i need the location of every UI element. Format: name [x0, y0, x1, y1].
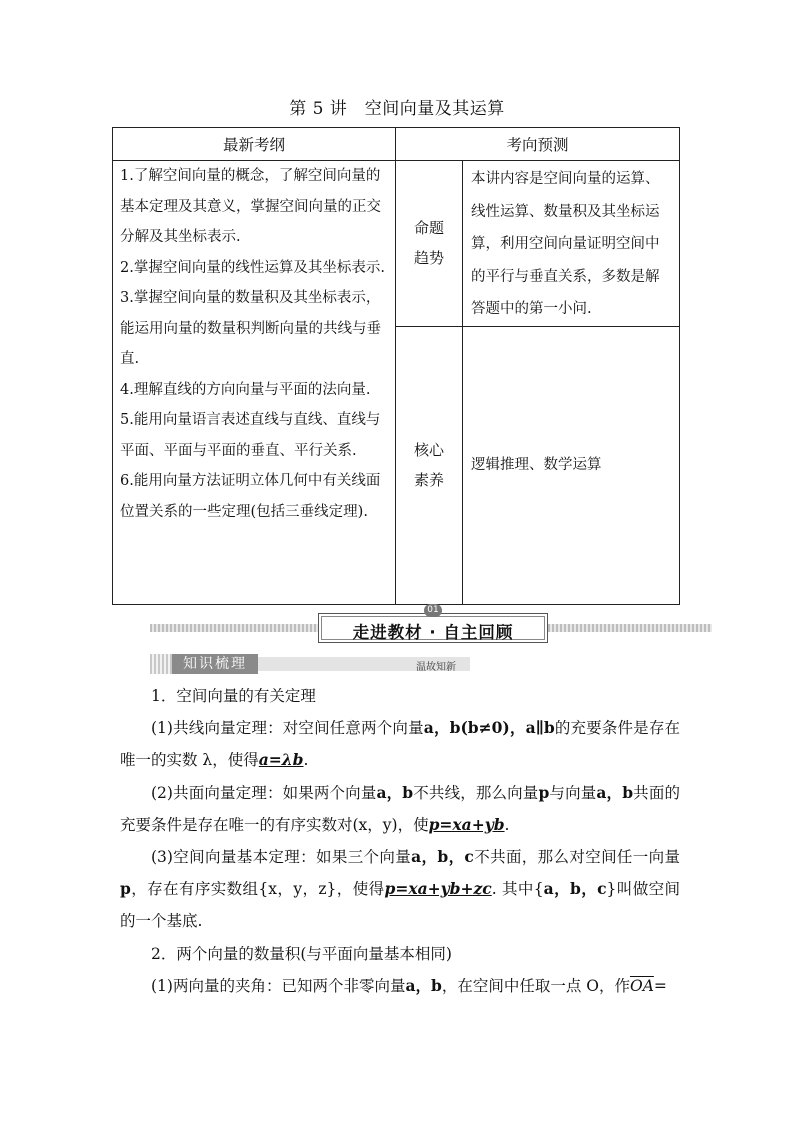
outline-item: 5.能用向量语言表述直线与直线、直线与平面、平面与平面的垂直、平行关系.: [120, 412, 381, 459]
paragraph-coplanar: (2)共面向量定理：如果两个向量a，b不共线，那么向量p与向量a，b共面的充要条件是存在唯一的有序实数对(x，y)，使p=xa+yb.: [120, 782, 680, 834]
outline-table: [112, 127, 680, 605]
outline-list: [113, 161, 396, 605]
outline-item: 3.掌握空间向量的数量积及其坐标表示，能运用向量的数量积判断向量的共线与垂直.: [120, 290, 381, 367]
formula-basis: p=xa+yb+zc: [384, 879, 492, 899]
section-heading: 2．两个向量的数量积(与平面向量基本相同): [151, 944, 452, 963]
outline-item: 1.了解空间向量的概念，了解空间向量的基本定理及其意义，掌握空间向量的正交分解及其坐标表示.: [120, 168, 381, 245]
paragraph-basis: (3)空间向量基本定理：如果三个向量a，b，c不共面，那么对空间任一向量p，存在有序实数组{x，y，z}，使得p=xa+yb+zc. 其中{a，b，c}叫做空间的一个基底.: [120, 847, 681, 931]
trend-label: [396, 161, 463, 327]
sub-banner-tip: 温故知新: [416, 662, 456, 673]
banner-number: 01: [424, 604, 442, 617]
sub-banner: [150, 654, 470, 674]
trend-text: 本讲内容是空间向量的运算、线性运算、数量积及其坐标运算，利用空间向量证明空间中的平行与垂直关系，多数是解答题中的第一小问.: [463, 161, 680, 327]
banner-box: [318, 613, 548, 643]
core-label-text: 核心素养: [413, 441, 444, 490]
formula-collinear: a=λb: [258, 750, 304, 770]
core-label: [396, 326, 463, 605]
page-title: 第 5 讲 空间向量及其运算: [289, 99, 505, 119]
table-header-outline: 最新考纲: [113, 128, 396, 161]
banner-stripe-right: [548, 624, 712, 632]
paragraph-angle: (1)两向量的夹角：已知两个非零向量a，b，在空间中任取一点 O，作$\overline{OA}=$: [151, 975, 667, 995]
section-heading: 1．空间向量的有关定理: [151, 687, 316, 705]
sub-banner-stripe: [150, 654, 172, 674]
vector-oa: $\overline{OA}$: [630, 976, 654, 995]
outline-item: 6.能用向量方法证明立体几何中有关线面位置关系的一些定理(包括三垂线定理).: [120, 473, 381, 520]
outline-item: 2.掌握空间向量的线性运算及其坐标表示.: [120, 259, 385, 276]
content-body: [120, 680, 680, 1002]
banner-stripe-left: [150, 624, 318, 632]
formula-coplanar: p=xa+yb: [428, 814, 505, 834]
banner-text: 走进教材 · 自主回顾: [352, 623, 514, 642]
table-header-forecast: 考向预测: [396, 128, 680, 161]
trend-label-text: 命题趋势: [413, 219, 444, 268]
outline-item: 4.理解直线的方向向量与平面的法向量.: [120, 381, 371, 398]
core-text: 逻辑推理、数学运算: [463, 326, 680, 605]
paragraph-collinear: (1)共线向量定理：对空间任意两个向量a，b(b≠0)，a∥b的充要条件是存在唯一的实数 λ，使得a=λb.: [120, 718, 680, 770]
sub-banner-label: 知识梳理: [172, 654, 258, 674]
section-banner: [150, 606, 712, 650]
